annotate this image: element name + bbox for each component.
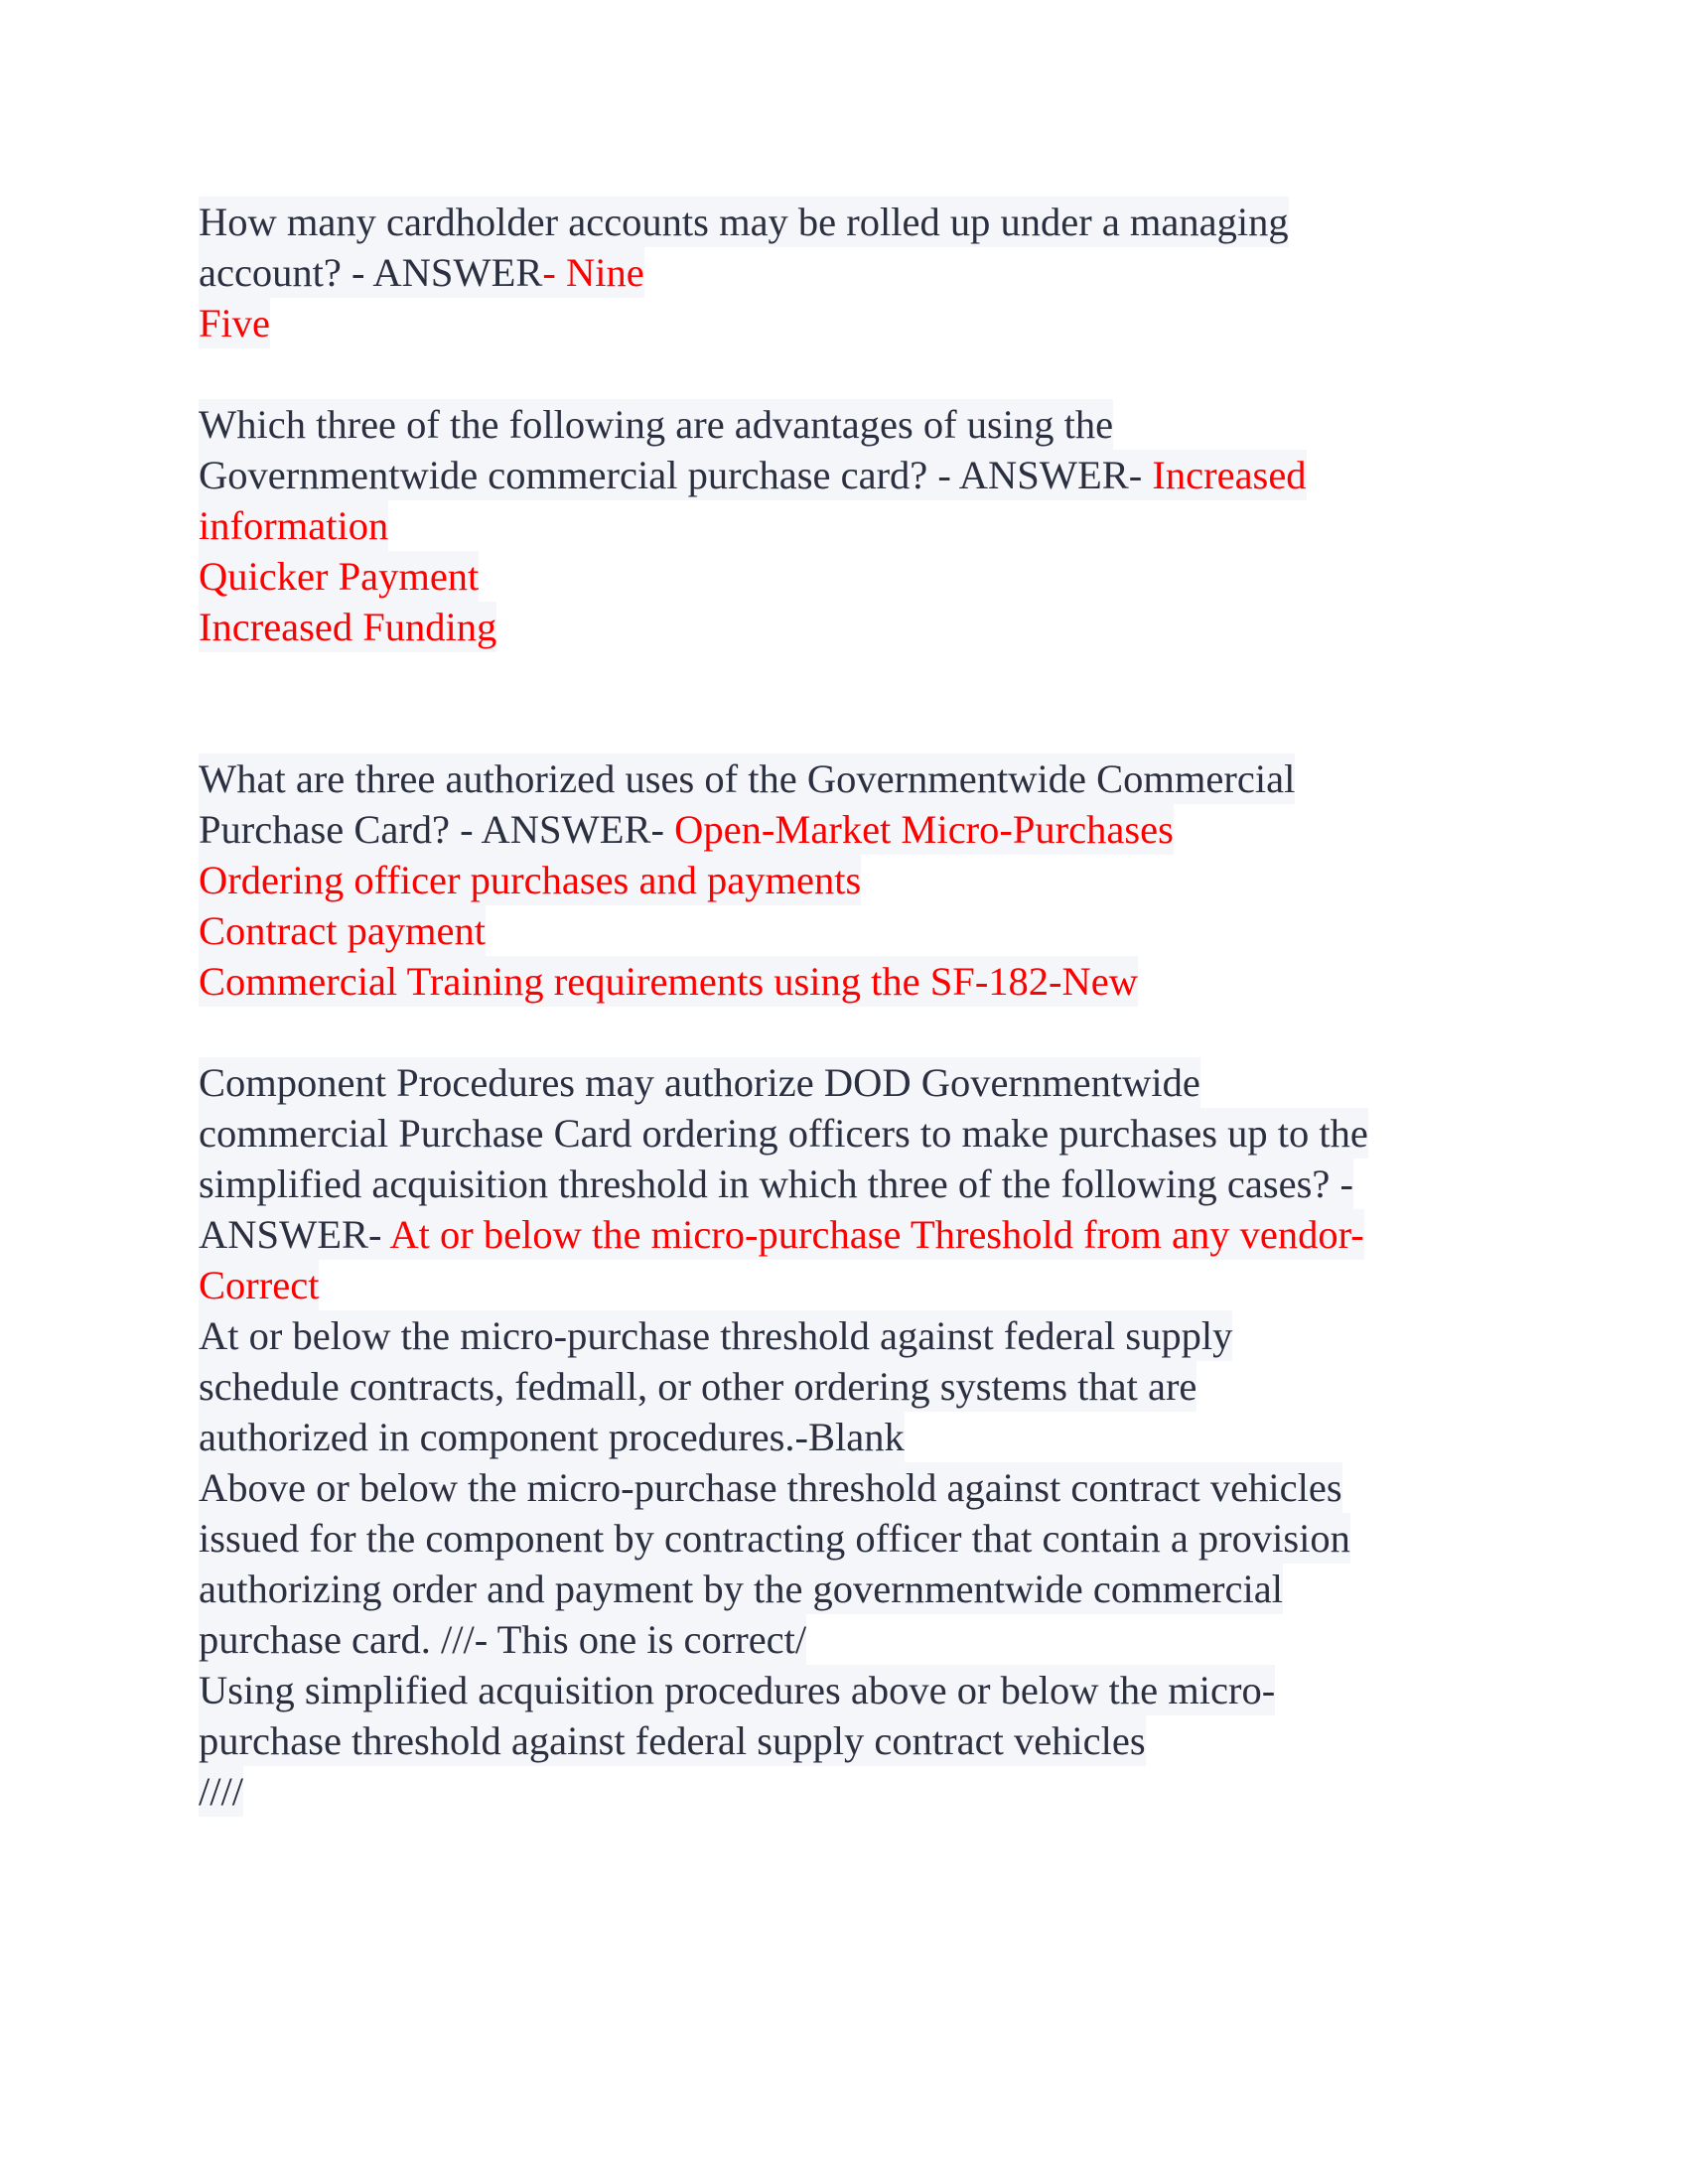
answer-line: information — [199, 500, 388, 551]
answer-text: At or below the micro-purchase Threshold from any vendor- — [389, 1212, 1364, 1257]
question-line: What are three authorized uses of the Governmentwide Commercial — [199, 753, 1295, 804]
answer-line: Increased Funding — [199, 602, 496, 652]
note-line: At or below the micro-purchase threshold against federal supply — [199, 1310, 1232, 1361]
question-line: How many cardholder accounts may be rolled up under a managing — [199, 197, 1289, 247]
answer-line: Five — [199, 298, 270, 348]
answer-line: Commercial Training requirements using the SF-182-New — [199, 956, 1138, 1007]
answer-line: Contract payment — [199, 905, 486, 956]
note-line: schedule contracts, fedmall, or other ordering systems that are — [199, 1361, 1196, 1412]
note-line: Above or below the micro-purchase threshold against contract vehicles — [199, 1462, 1342, 1513]
qa-item-2 — [199, 399, 1509, 652]
note-line: issued for the component by contracting officer that contain a provision — [199, 1513, 1350, 1564]
answer-line: Quicker Payment — [199, 551, 479, 602]
note-line: authorizing order and payment by the governmentwide commercial — [199, 1564, 1283, 1614]
answer-text: Open-Market Micro-Purchases — [674, 807, 1174, 852]
note-line: Using simplified acquisition procedures above or below the micro- — [199, 1665, 1275, 1715]
qa-item-1 — [199, 197, 1509, 348]
answer-line: Correct — [199, 1260, 319, 1310]
question-line: commercial Purchase Card ordering officers to make purchases up to the — [199, 1108, 1368, 1159]
qa-item-4 — [199, 1057, 1509, 1817]
spacer — [199, 652, 1509, 703]
spacer — [199, 703, 1509, 753]
note-line: //// — [199, 1766, 243, 1817]
question-line: Which three of the following are advantages of using the — [199, 399, 1113, 450]
spacer — [199, 348, 1509, 399]
question-line: ANSWER- — [199, 1212, 390, 1257]
question-line: Component Procedures may authorize DOD Governmentwide — [199, 1057, 1200, 1108]
answer-text: Increased — [1152, 453, 1307, 497]
question-line: Purchase Card? - ANSWER- — [199, 807, 675, 852]
answer-line: Ordering officer purchases and payments — [199, 855, 861, 905]
note-line: purchase threshold against federal supply contract vehicles — [199, 1715, 1146, 1766]
qa-item-3 — [199, 753, 1509, 1007]
answer-text: - Nine — [542, 250, 644, 295]
spacer — [199, 1007, 1509, 1057]
question-line: account? - ANSWER — [199, 250, 543, 295]
document-page — [199, 197, 1509, 1817]
note-line: authorized in component procedures.-Blank — [199, 1412, 905, 1462]
question-line: Governmentwide commercial purchase card? - ANSWER- — [199, 453, 1153, 497]
note-line: purchase card. ///- This one is correct/ — [199, 1614, 806, 1665]
question-line: simplified acquisition threshold in which three of the following cases? - — [199, 1159, 1353, 1209]
